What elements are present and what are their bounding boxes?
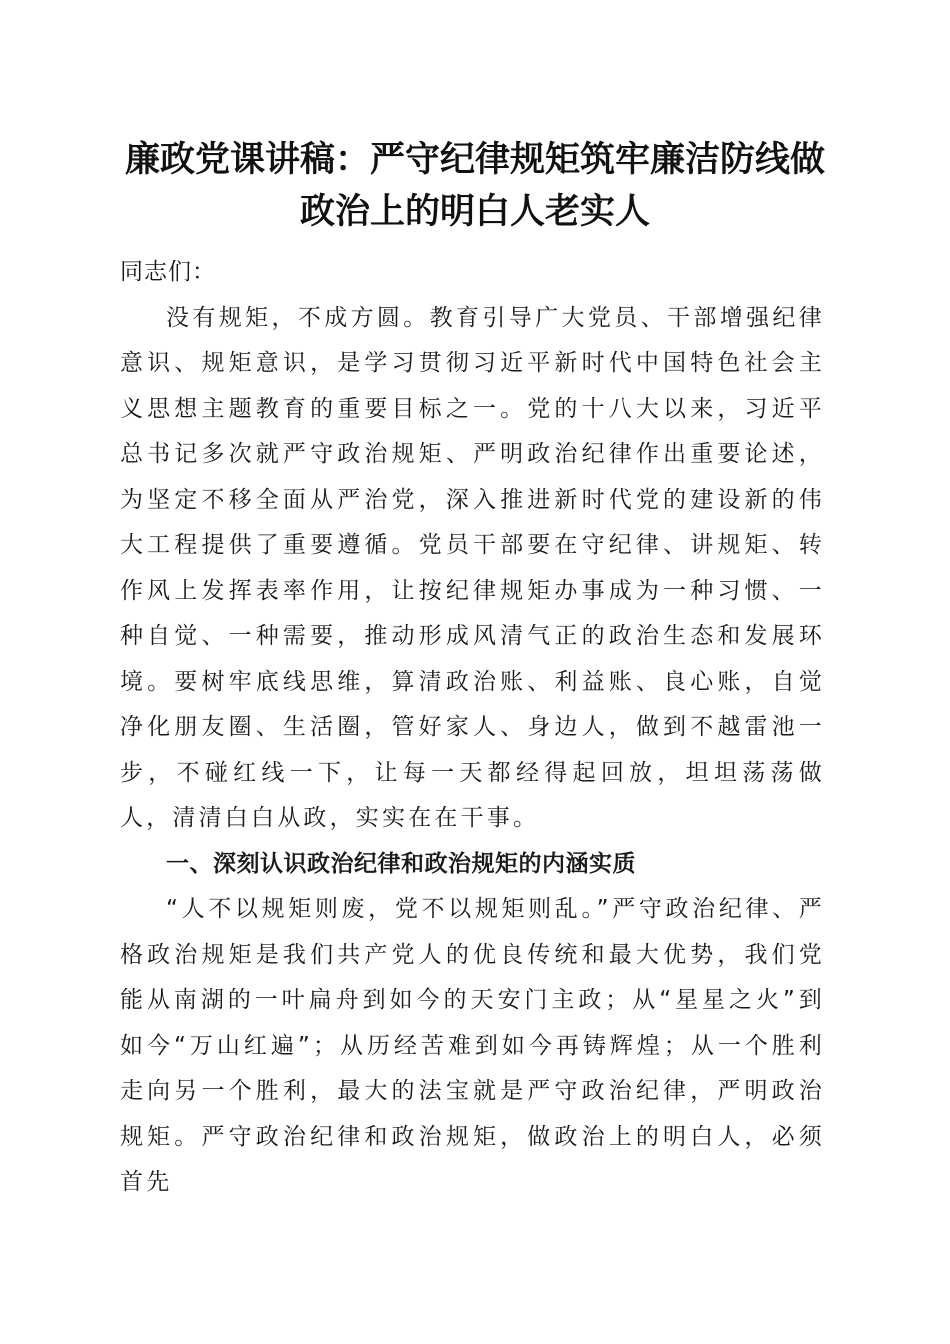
- section-heading-1: 一、深刻认识政治纪律和政治规矩的内涵实质: [166, 850, 636, 877]
- paragraph-section-1: “人不以规矩则废，党不以规矩则乱。”严守政治纪律、严格政治规矩是我们共产党人的优良传统和最大优势，我们党能从南湖的一叶扁舟到如今的天安门主政；从“星星之火”到如今“万山红遍”；从历经苦难到如今再铸辉煌；从一个胜利走向另一个胜利，最大的法宝就是严守政治纪律，严明政治规矩。严守政治纪律和政治规矩，做政治上的明白人，必须首先: [120, 896, 825, 1195]
- document-body: [120, 250, 825, 1206]
- title-line-1: 廉政党课讲稿：严守纪律规矩筑牢廉洁防线做: [124, 139, 825, 180]
- salutation: 同志们：: [120, 259, 216, 285]
- title-line-2: 政治上的明白人老实人: [299, 191, 650, 232]
- document-title: [110, 134, 840, 238]
- paragraph-intro: 没有规矩，不成方圆。教育引导广大党员、干部增强纪律意识、规矩意识，是学习贯彻习近平新时代中国特色社会主义思想主题教育的重要目标之一。党的十八大以来，习近平总书记多次就严守政治规矩、严明政治纪律作出重要论述，为坚定不移全面从严治党，深入推进新时代党的建设新的伟大工程提供了重要遵循。党员干部要在守纪律、讲规矩、转作风上发挥表率作用，让按纪律规矩办事成为一种习惯、一种自觉、一种需要，推动形成风清气正的政治生态和发展环境。要树牢底线思维，算清政治账、利益账、良心账，自觉净化朋友圈、生活圈，管好家人、身边人，做到不越雷池一步，不碰红线一下，让每一天都经得起回放，坦坦荡荡做人，清清白白从政，实实在在干事。: [120, 304, 825, 831]
